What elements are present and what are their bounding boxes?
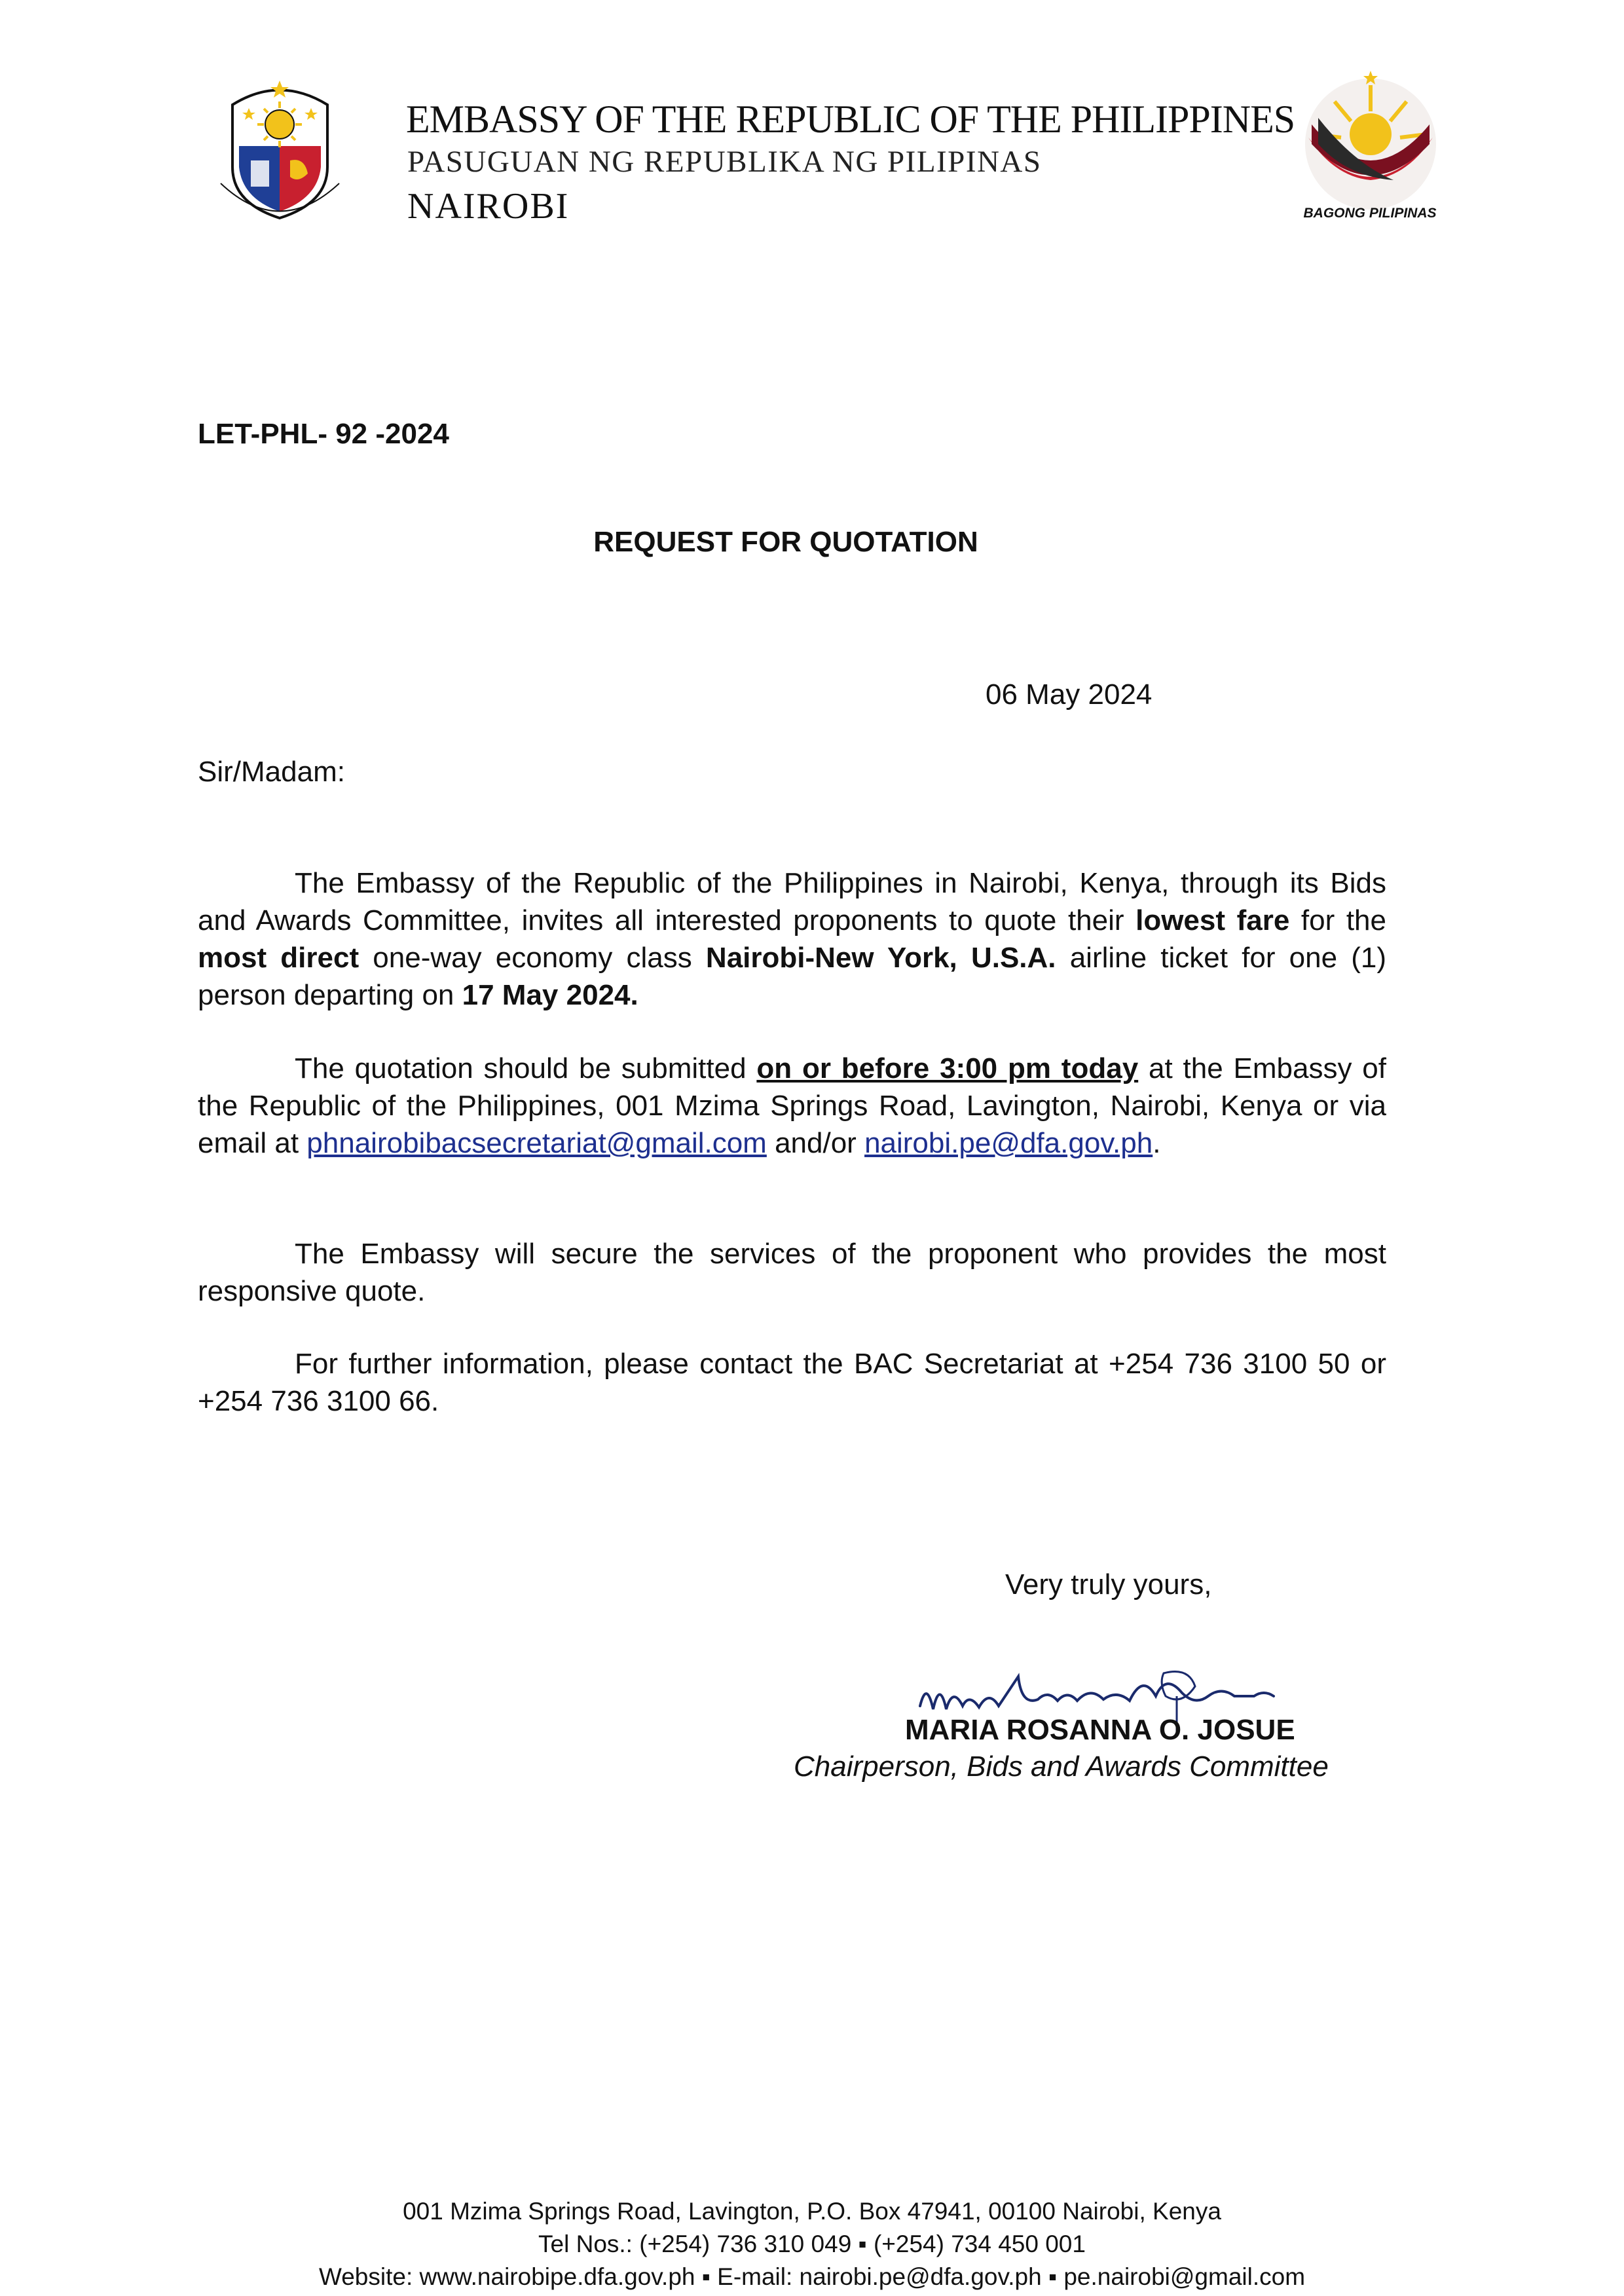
embassy-name-english: EMBASSY OF THE REPUBLIC OF THE PHILIPPINES bbox=[406, 98, 1295, 141]
philippine-seal-logo bbox=[213, 69, 347, 232]
footer-address: 001 Mzima Springs Road, Lavington, P.O. Box 47941, 00100 Nairobi, Kenya bbox=[403, 2198, 1221, 2225]
bac-email-link[interactable]: phnairobibacsecretariat@gmail.com bbox=[306, 1127, 767, 1159]
closing: Very truly yours, bbox=[1005, 1568, 1212, 1601]
reference-number: LET-PHL- 92 -2024 bbox=[198, 418, 449, 450]
paragraph-selection: The Embassy will secure the services of the proponent who provides the most responsive quote. bbox=[198, 1238, 1386, 1307]
embassy-email-link[interactable]: nairobi.pe@dfa.gov.ph bbox=[864, 1127, 1153, 1159]
paragraph-contact: For further information, please contact the BAC Secretariat at +254 736 3100 50 or +254 736 3100 66. bbox=[198, 1348, 1386, 1417]
signatory-title: Chairperson, Bids and Awards Committee bbox=[794, 1750, 1329, 1783]
signatory-name: MARIA ROSANNA O. JOSUE bbox=[905, 1714, 1295, 1746]
paragraph-submission: The quotation should be submitted on or before 3:00 pm today at the Embassy of the Republic of the Philippines, 001 Mzima Springs Road, Lavington, Nairobi, Kenya or via email at phnairobibacsecretariat@gmail.com and/or nairobi.pe@dfa.gov.ph. bbox=[198, 1052, 1386, 1159]
salutation: Sir/Madam: bbox=[198, 756, 345, 788]
deadline: on or before 3:00 pm today bbox=[756, 1052, 1139, 1084]
footer-phones: Tel Nos.: (+254) 736 310 049 ▪ (+254) 734 450 001 bbox=[538, 2231, 1086, 2257]
bagong-pilipinas-label: BAGONG PILIPINAS bbox=[1303, 206, 1437, 221]
document-title: REQUEST FOR QUOTATION bbox=[593, 526, 978, 558]
paragraph-invitation: The Embassy of the Republic of the Philippines in Nairobi, Kenya, through its Bids and Awards Committee, invites all interested proponents to quote their lowest fare for the most direct one-way economy class Nairobi-New York, U.S.A. airline ticket for one (1) person departing on 17 May 2024. bbox=[198, 867, 1387, 1011]
embassy-city: NAIROBI bbox=[407, 186, 570, 227]
embassy-name-filipino: PASUGUAN NG REPUBLIKA NG PILIPINAS bbox=[407, 145, 1042, 179]
letter-date: 06 May 2024 bbox=[986, 678, 1153, 711]
footer-web-email: Website: www.nairobipe.dfa.gov.ph ▪ E-mail: nairobi.pe@dfa.gov.ph ▪ pe.nairobi@gmail.com bbox=[318, 2263, 1306, 2290]
bagong-pilipinas-logo bbox=[1295, 65, 1446, 216]
